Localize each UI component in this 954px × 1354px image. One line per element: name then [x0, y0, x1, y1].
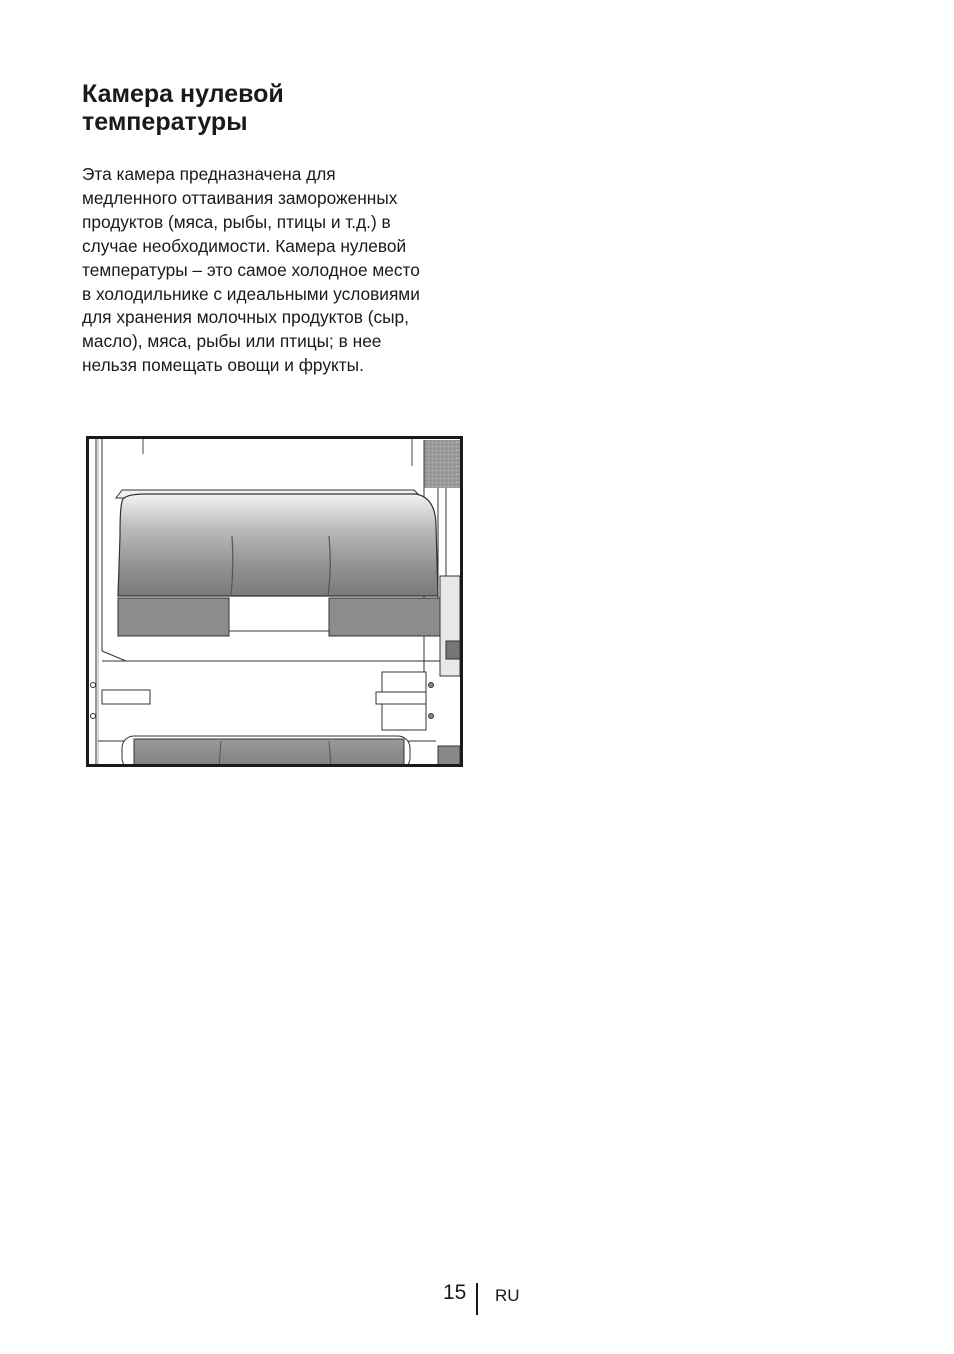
paragraph-line: медленного оттаивания замороженных — [82, 187, 398, 208]
page-title — [82, 80, 502, 136]
fridge-compartment-illustration — [86, 436, 463, 767]
title-line-2: температуры — [82, 108, 248, 136]
language-code: RU — [495, 1286, 520, 1305]
footer-divider — [476, 1283, 478, 1315]
title-line-1: Камера нулевой — [82, 80, 284, 108]
paragraph-line: случае необходимости. Камера нулевой — [82, 235, 407, 256]
paragraph-line: продуктов (мяса, рыбы, птицы и т.д.) в — [82, 211, 391, 232]
paragraph-line: для хранения молочных продуктов (сыр, — [82, 307, 409, 328]
paragraph-line: Эта камера предназначена для — [82, 164, 336, 184]
paragraph-line: нельзя помещать овощи и фрукты. — [82, 355, 364, 376]
illustration-svg — [86, 436, 463, 767]
paragraph-line: масло), мяса, рыбы или птицы; в нее — [82, 331, 382, 352]
description-paragraph — [82, 163, 482, 378]
paragraph-line: в холодильнике с идеальными условиями — [82, 283, 420, 304]
page-number: 15 — [443, 1281, 467, 1304]
paragraph-line: температуры – это самое холодное место — [82, 259, 420, 280]
